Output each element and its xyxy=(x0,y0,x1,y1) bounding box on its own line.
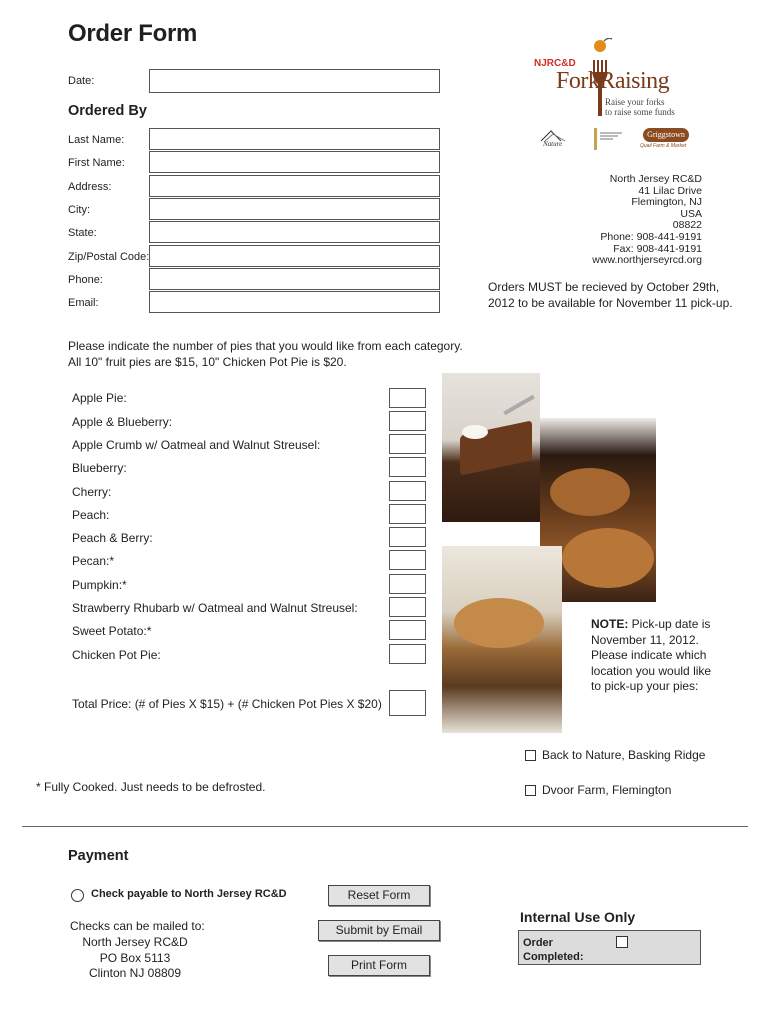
nature-logo-text: Nature xyxy=(543,140,563,148)
pie-label: Peach & Berry: xyxy=(72,531,153,545)
contact-address xyxy=(592,174,702,267)
griggstown-sub: Quail Farm & Market xyxy=(640,143,687,149)
dvoor-logo-text xyxy=(600,131,622,145)
contact-line: Phone: 908-441-9191 xyxy=(600,230,702,243)
instructions-line-2: All 10" fruit pies are $15, 10" Chicken Pot Pie is $20. xyxy=(68,355,347,369)
pie-qty-input[interactable] xyxy=(389,550,426,570)
check-payment-radio[interactable] xyxy=(71,889,84,902)
deadline-line-1: Orders MUST be recieved by October 29th, xyxy=(488,280,720,294)
city-field[interactable] xyxy=(149,198,440,220)
pie-qty-input[interactable] xyxy=(389,644,426,664)
address-field[interactable] xyxy=(149,175,440,197)
first-name-field[interactable] xyxy=(149,151,440,173)
pie-label: Cherry: xyxy=(72,485,112,499)
contact-line: 08822 xyxy=(672,219,702,232)
deadline-notice xyxy=(488,279,733,311)
location-label: Back to Nature, Basking Ridge xyxy=(542,748,706,762)
state-label: State: xyxy=(68,227,97,239)
instructions-line-1: Please indicate the number of pies that you would like from each category. xyxy=(68,339,463,353)
pie-label: Pecan:* xyxy=(72,554,115,568)
pickup-note xyxy=(591,617,711,695)
forkraising-logo xyxy=(530,38,700,122)
logo-wordmark: ForkRaising xyxy=(556,68,670,94)
footnote: * Fully Cooked. Just needs to be defrosted. xyxy=(36,780,266,794)
zip-label: Zip/Postal Code: xyxy=(68,251,150,263)
dvoor-logo-bar xyxy=(594,128,597,150)
phone-field[interactable] xyxy=(149,268,440,290)
note-line-3: Please indicate which xyxy=(591,648,707,663)
deadline-line-2: 2012 to be available for November 11 pick-up. xyxy=(488,296,733,310)
page-title: Order Form xyxy=(68,20,198,47)
last-name-field[interactable] xyxy=(149,128,440,150)
pie-qty-input[interactable] xyxy=(389,504,426,524)
location-label: Dvoor Farm, Flemington xyxy=(542,783,672,797)
note-bold: NOTE: xyxy=(591,617,629,631)
contact-line: www.northjerseyrcd.org xyxy=(592,254,702,267)
pie-photo-1 xyxy=(442,373,540,522)
internal-use-box xyxy=(518,930,701,965)
phone-label: Phone: xyxy=(68,274,103,286)
city-label: City: xyxy=(68,204,90,216)
zip-field[interactable] xyxy=(149,245,440,267)
contact-line: North Jersey RC&D xyxy=(609,173,702,185)
order-completed-line-2: Completed: xyxy=(523,951,584,963)
payment-heading: Payment xyxy=(68,848,129,864)
logo-org: NJRC&D xyxy=(534,58,576,69)
pie-qty-input[interactable] xyxy=(389,597,426,617)
contact-line: Flemington, NJ xyxy=(631,196,702,209)
location-checkbox-back-to-nature[interactable] xyxy=(525,750,536,761)
pie-qty-input[interactable] xyxy=(389,388,426,408)
ordered-by-heading: Ordered By xyxy=(68,103,147,119)
state-field[interactable] xyxy=(149,221,440,243)
logo-tagline-1: Raise your forks xyxy=(605,97,665,107)
pie-qty-input[interactable] xyxy=(389,411,426,431)
pie-label: Peach: xyxy=(72,508,110,522)
pie-label: Apple Crumb w/ Oatmeal and Walnut Streusel: xyxy=(72,438,321,452)
internal-use-heading: Internal Use Only xyxy=(520,909,636,925)
pie-qty-input[interactable] xyxy=(389,434,426,454)
mail-line: Clinton NJ 08809 xyxy=(88,966,182,981)
pie-qty-input[interactable] xyxy=(389,620,426,640)
mail-line: North Jersey RC&D xyxy=(82,935,188,949)
submit-by-email-button[interactable]: Submit by Email xyxy=(318,920,440,941)
nature-logo xyxy=(537,128,569,152)
pie-qty-input[interactable] xyxy=(389,527,426,547)
contact-line: Fax: 908-441-9191 xyxy=(613,242,702,255)
pie-label: Blueberry: xyxy=(72,461,127,475)
total-price-label: Total Price: (# of Pies X $15) + (# Chicken Pot Pies X $20) xyxy=(72,697,382,711)
note-line-4: location you would like xyxy=(591,663,712,678)
order-completed-checkbox[interactable] xyxy=(616,936,628,948)
email-label: Email: xyxy=(68,297,99,309)
last-name-label: Last Name: xyxy=(68,134,125,146)
mail-line: PO Box 5113 xyxy=(99,950,171,965)
first-name-label: First Name: xyxy=(68,157,125,169)
pie-qty-input[interactable] xyxy=(389,481,426,501)
contact-line: 41 Lilac Drive xyxy=(638,184,702,197)
pie-qty-input[interactable] xyxy=(389,574,426,594)
logo-tagline-2: to raise some funds xyxy=(605,107,675,117)
mail-address xyxy=(70,935,200,982)
pie-label: Chicken Pot Pie: xyxy=(72,648,161,662)
email-field[interactable] xyxy=(149,291,440,313)
pie-label: Apple Pie: xyxy=(72,391,127,405)
contact-line: USA xyxy=(680,207,702,220)
location-checkbox-dvoor-farm[interactable] xyxy=(525,785,536,796)
mail-to-label: Checks can be mailed to: xyxy=(70,919,205,933)
reset-form-button[interactable]: Reset Form xyxy=(328,885,430,906)
total-price-input[interactable] xyxy=(389,690,426,716)
pie-label: Apple & Blueberry: xyxy=(72,415,173,429)
note-line-5: to pick-up your pies: xyxy=(591,679,699,694)
order-completed-line-1: Order xyxy=(523,937,553,949)
date-field[interactable] xyxy=(149,69,440,93)
pie-label: Strawberry Rhubarb w/ Oatmeal and Walnut Streusel: xyxy=(72,601,358,615)
instructions xyxy=(68,338,463,370)
address-label: Address: xyxy=(68,181,112,193)
pie-label: Pumpkin:* xyxy=(72,578,127,592)
date-label: Date: xyxy=(68,75,95,87)
pie-photo-3 xyxy=(442,546,562,733)
check-payment-label: Check payable to North Jersey RC&D xyxy=(91,888,287,900)
note-line-1: Pick-up date is xyxy=(628,617,711,631)
pie-qty-input[interactable] xyxy=(389,457,426,477)
section-divider xyxy=(22,826,748,827)
pie-label: Sweet Potato:* xyxy=(72,624,152,638)
order-completed-label xyxy=(523,936,584,964)
griggstown-logo: Griggstown xyxy=(643,128,689,142)
note-line-2: November 11, 2012. xyxy=(591,632,699,647)
print-form-button[interactable]: Print Form xyxy=(328,955,430,976)
